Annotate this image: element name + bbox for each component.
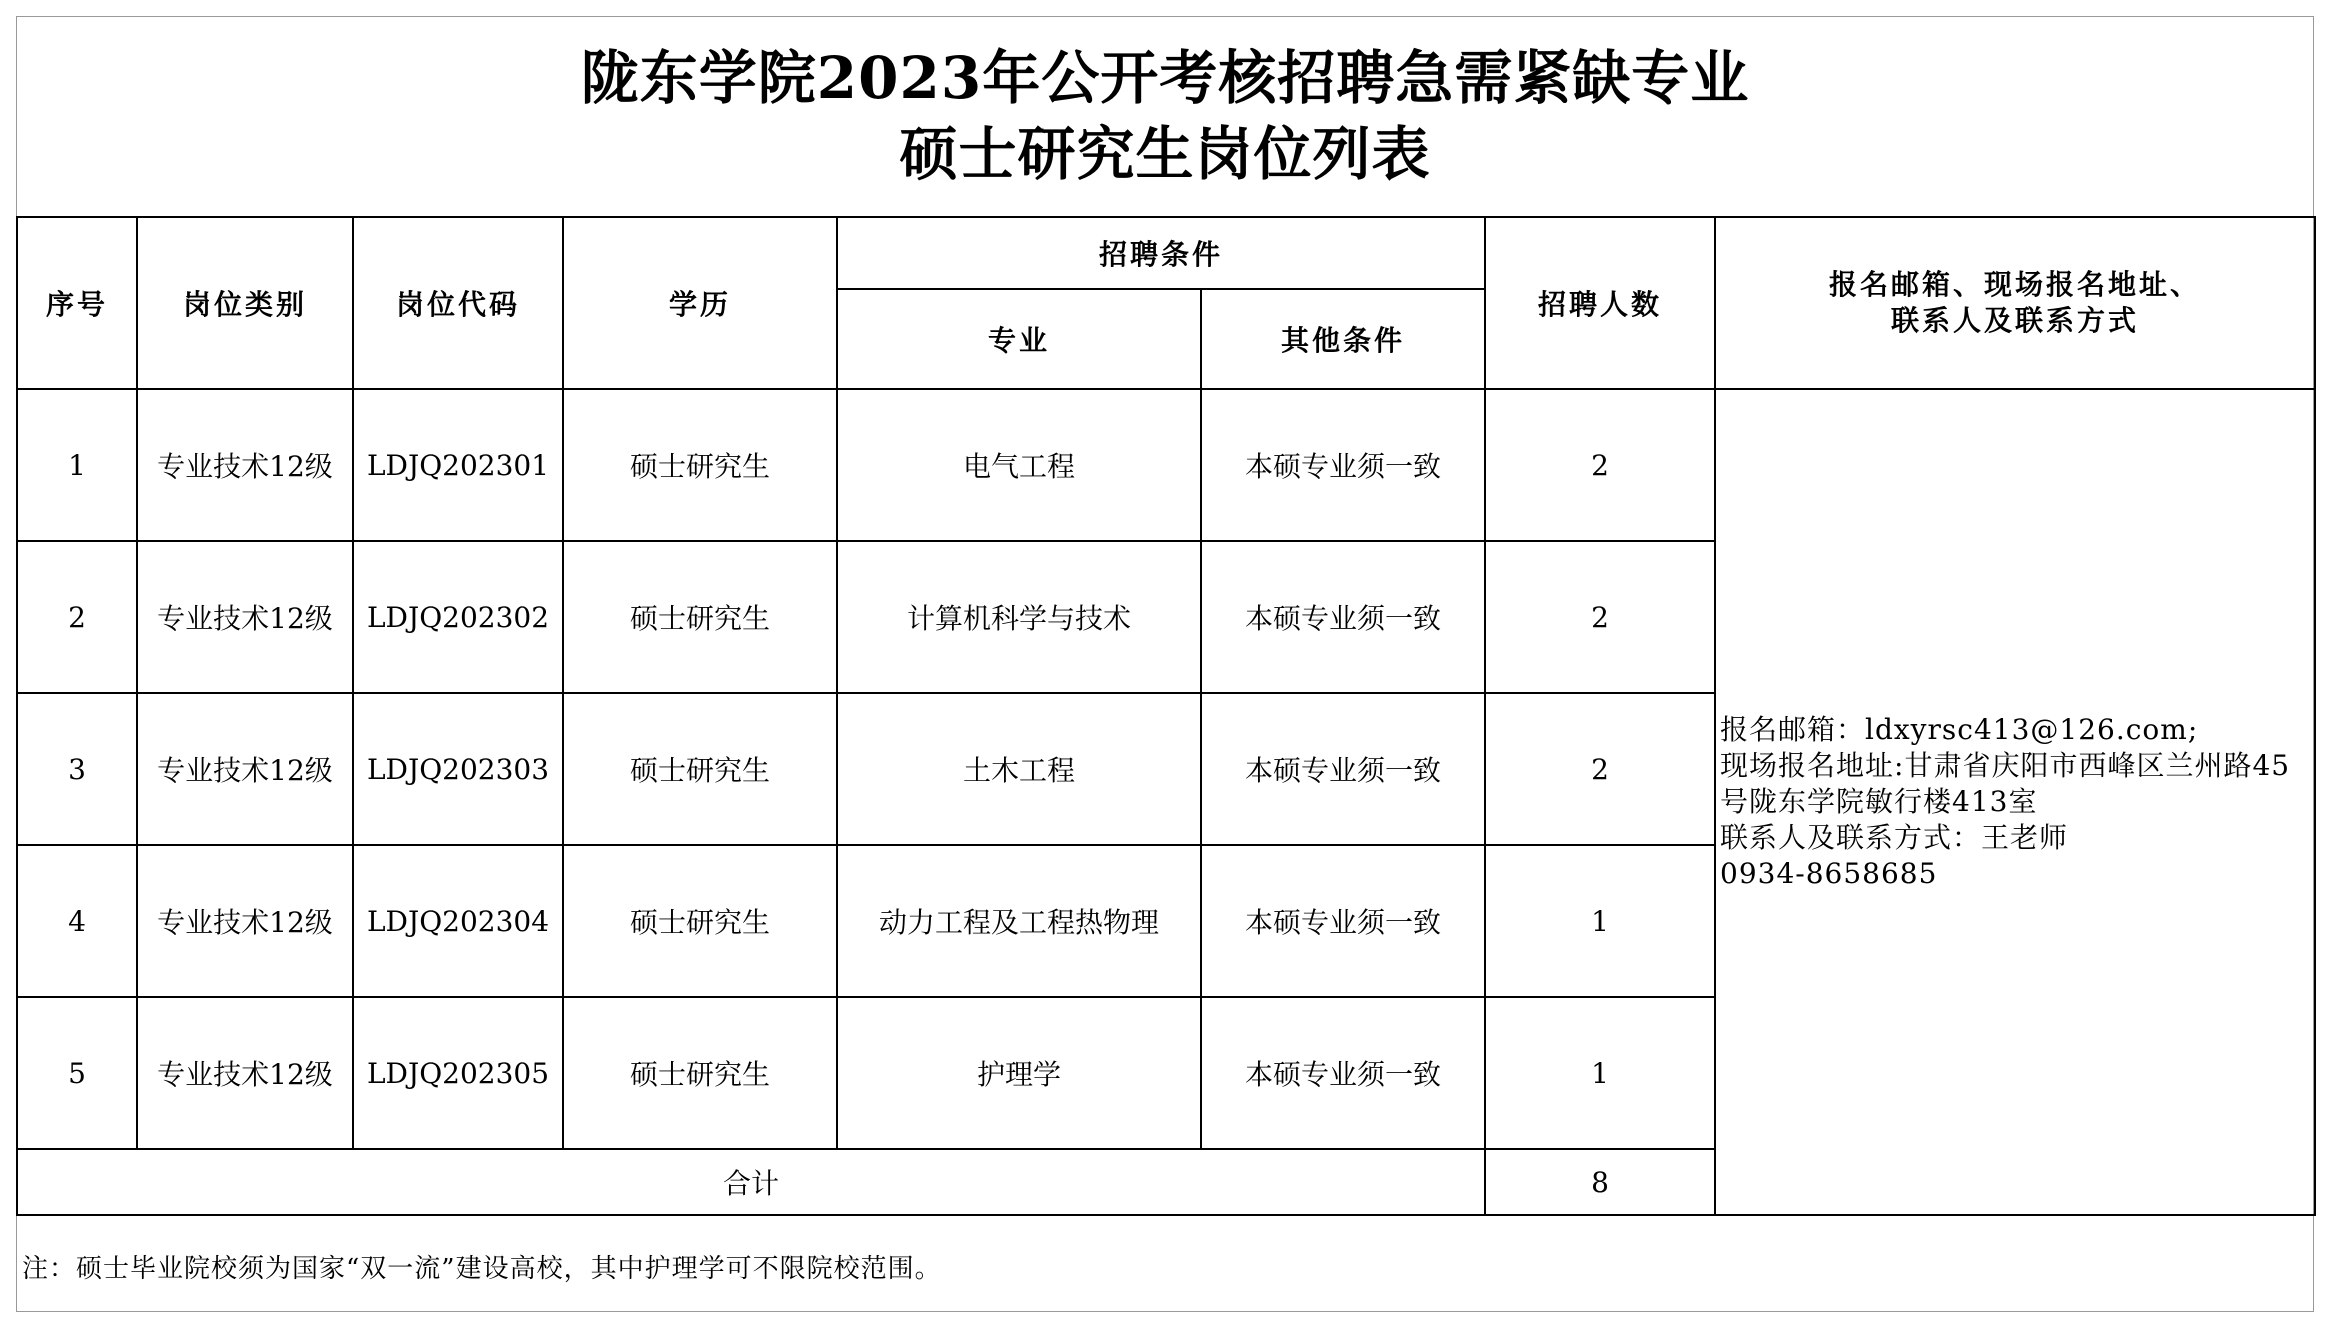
contact-person: 联系人及联系方式：王老师 — [1720, 821, 2069, 854]
cell-education: 硕士研究生 — [563, 541, 837, 693]
cell-seq: 4 — [17, 845, 137, 997]
footnote: 注：硕士毕业院校须为国家“双一流”建设高校，其中护理学可不限院校范围。 — [22, 1254, 942, 1284]
cell-category: 专业技术12级 — [137, 541, 353, 693]
cell-category: 专业技术12级 — [137, 845, 353, 997]
cell-education: 硕士研究生 — [563, 389, 837, 541]
cell-major: 电气工程 — [837, 389, 1201, 541]
contact-cell — [1715, 389, 2315, 1215]
header-contact-text: 报名邮箱、现场报名地址、联系人及联系方式 — [1829, 268, 2202, 337]
cell-seq: 5 — [17, 997, 137, 1149]
header-count: 招聘人数 — [1485, 217, 1715, 389]
total-value: 8 — [1485, 1149, 1715, 1215]
cell-major: 护理学 — [837, 997, 1201, 1149]
cell-category: 专业技术12级 — [137, 693, 353, 845]
title-line-1: 陇东学院2023年公开考核招聘急需紧缺专业 — [580, 44, 1750, 112]
cell-major: 计算机科学与技术 — [837, 541, 1201, 693]
header-code: 岗位代码 — [353, 217, 563, 389]
cell-count: 2 — [1485, 541, 1715, 693]
contact-address-1: 现场报名地址:甘肃省庆阳市西峰区兰州路45 — [1720, 749, 2291, 782]
cell-code: LDJQ202303 — [353, 693, 563, 845]
cell-count: 1 — [1485, 997, 1715, 1149]
contact-email: 报名邮箱：ldxyrsc413@126.com; — [1720, 713, 2199, 746]
cell-other: 本硕专业须一致 — [1201, 845, 1485, 997]
cell-category: 专业技术12级 — [137, 389, 353, 541]
cell-major: 土木工程 — [837, 693, 1201, 845]
cell-code: LDJQ202305 — [353, 997, 563, 1149]
positions-table — [16, 216, 2316, 1216]
cell-count: 2 — [1485, 389, 1715, 541]
cell-education: 硕士研究生 — [563, 845, 837, 997]
header-major: 专业 — [837, 289, 1201, 389]
cell-seq: 2 — [17, 541, 137, 693]
cell-other: 本硕专业须一致 — [1201, 541, 1485, 693]
cell-count: 1 — [1485, 845, 1715, 997]
contact-phone: 0934-8658685 — [1720, 857, 1938, 890]
total-label: 合计 — [17, 1149, 1485, 1215]
cell-seq: 3 — [17, 693, 137, 845]
cell-code: LDJQ202302 — [353, 541, 563, 693]
header-other: 其他条件 — [1201, 289, 1485, 389]
header-contact — [1715, 217, 2315, 389]
contact-address-2: 号陇东学院敏行楼413室 — [1720, 785, 2038, 818]
cell-code: LDJQ202301 — [353, 389, 563, 541]
cell-education: 硕士研究生 — [563, 997, 837, 1149]
table-row — [17, 389, 2315, 541]
header-conditions: 招聘条件 — [837, 217, 1485, 289]
header-education: 学历 — [563, 217, 837, 389]
cell-code: LDJQ202304 — [353, 845, 563, 997]
cell-other: 本硕专业须一致 — [1201, 997, 1485, 1149]
cell-other: 本硕专业须一致 — [1201, 693, 1485, 845]
title-line-2: 硕士研究生岗位列表 — [899, 120, 1431, 188]
header-category: 岗位类别 — [137, 217, 353, 389]
cell-category: 专业技术12级 — [137, 997, 353, 1149]
cell-education: 硕士研究生 — [563, 693, 837, 845]
cell-other: 本硕专业须一致 — [1201, 389, 1485, 541]
header-seq: 序号 — [17, 217, 137, 389]
cell-major: 动力工程及工程热物理 — [837, 845, 1201, 997]
cell-count: 2 — [1485, 693, 1715, 845]
cell-seq: 1 — [17, 389, 137, 541]
document-title — [16, 40, 2314, 192]
